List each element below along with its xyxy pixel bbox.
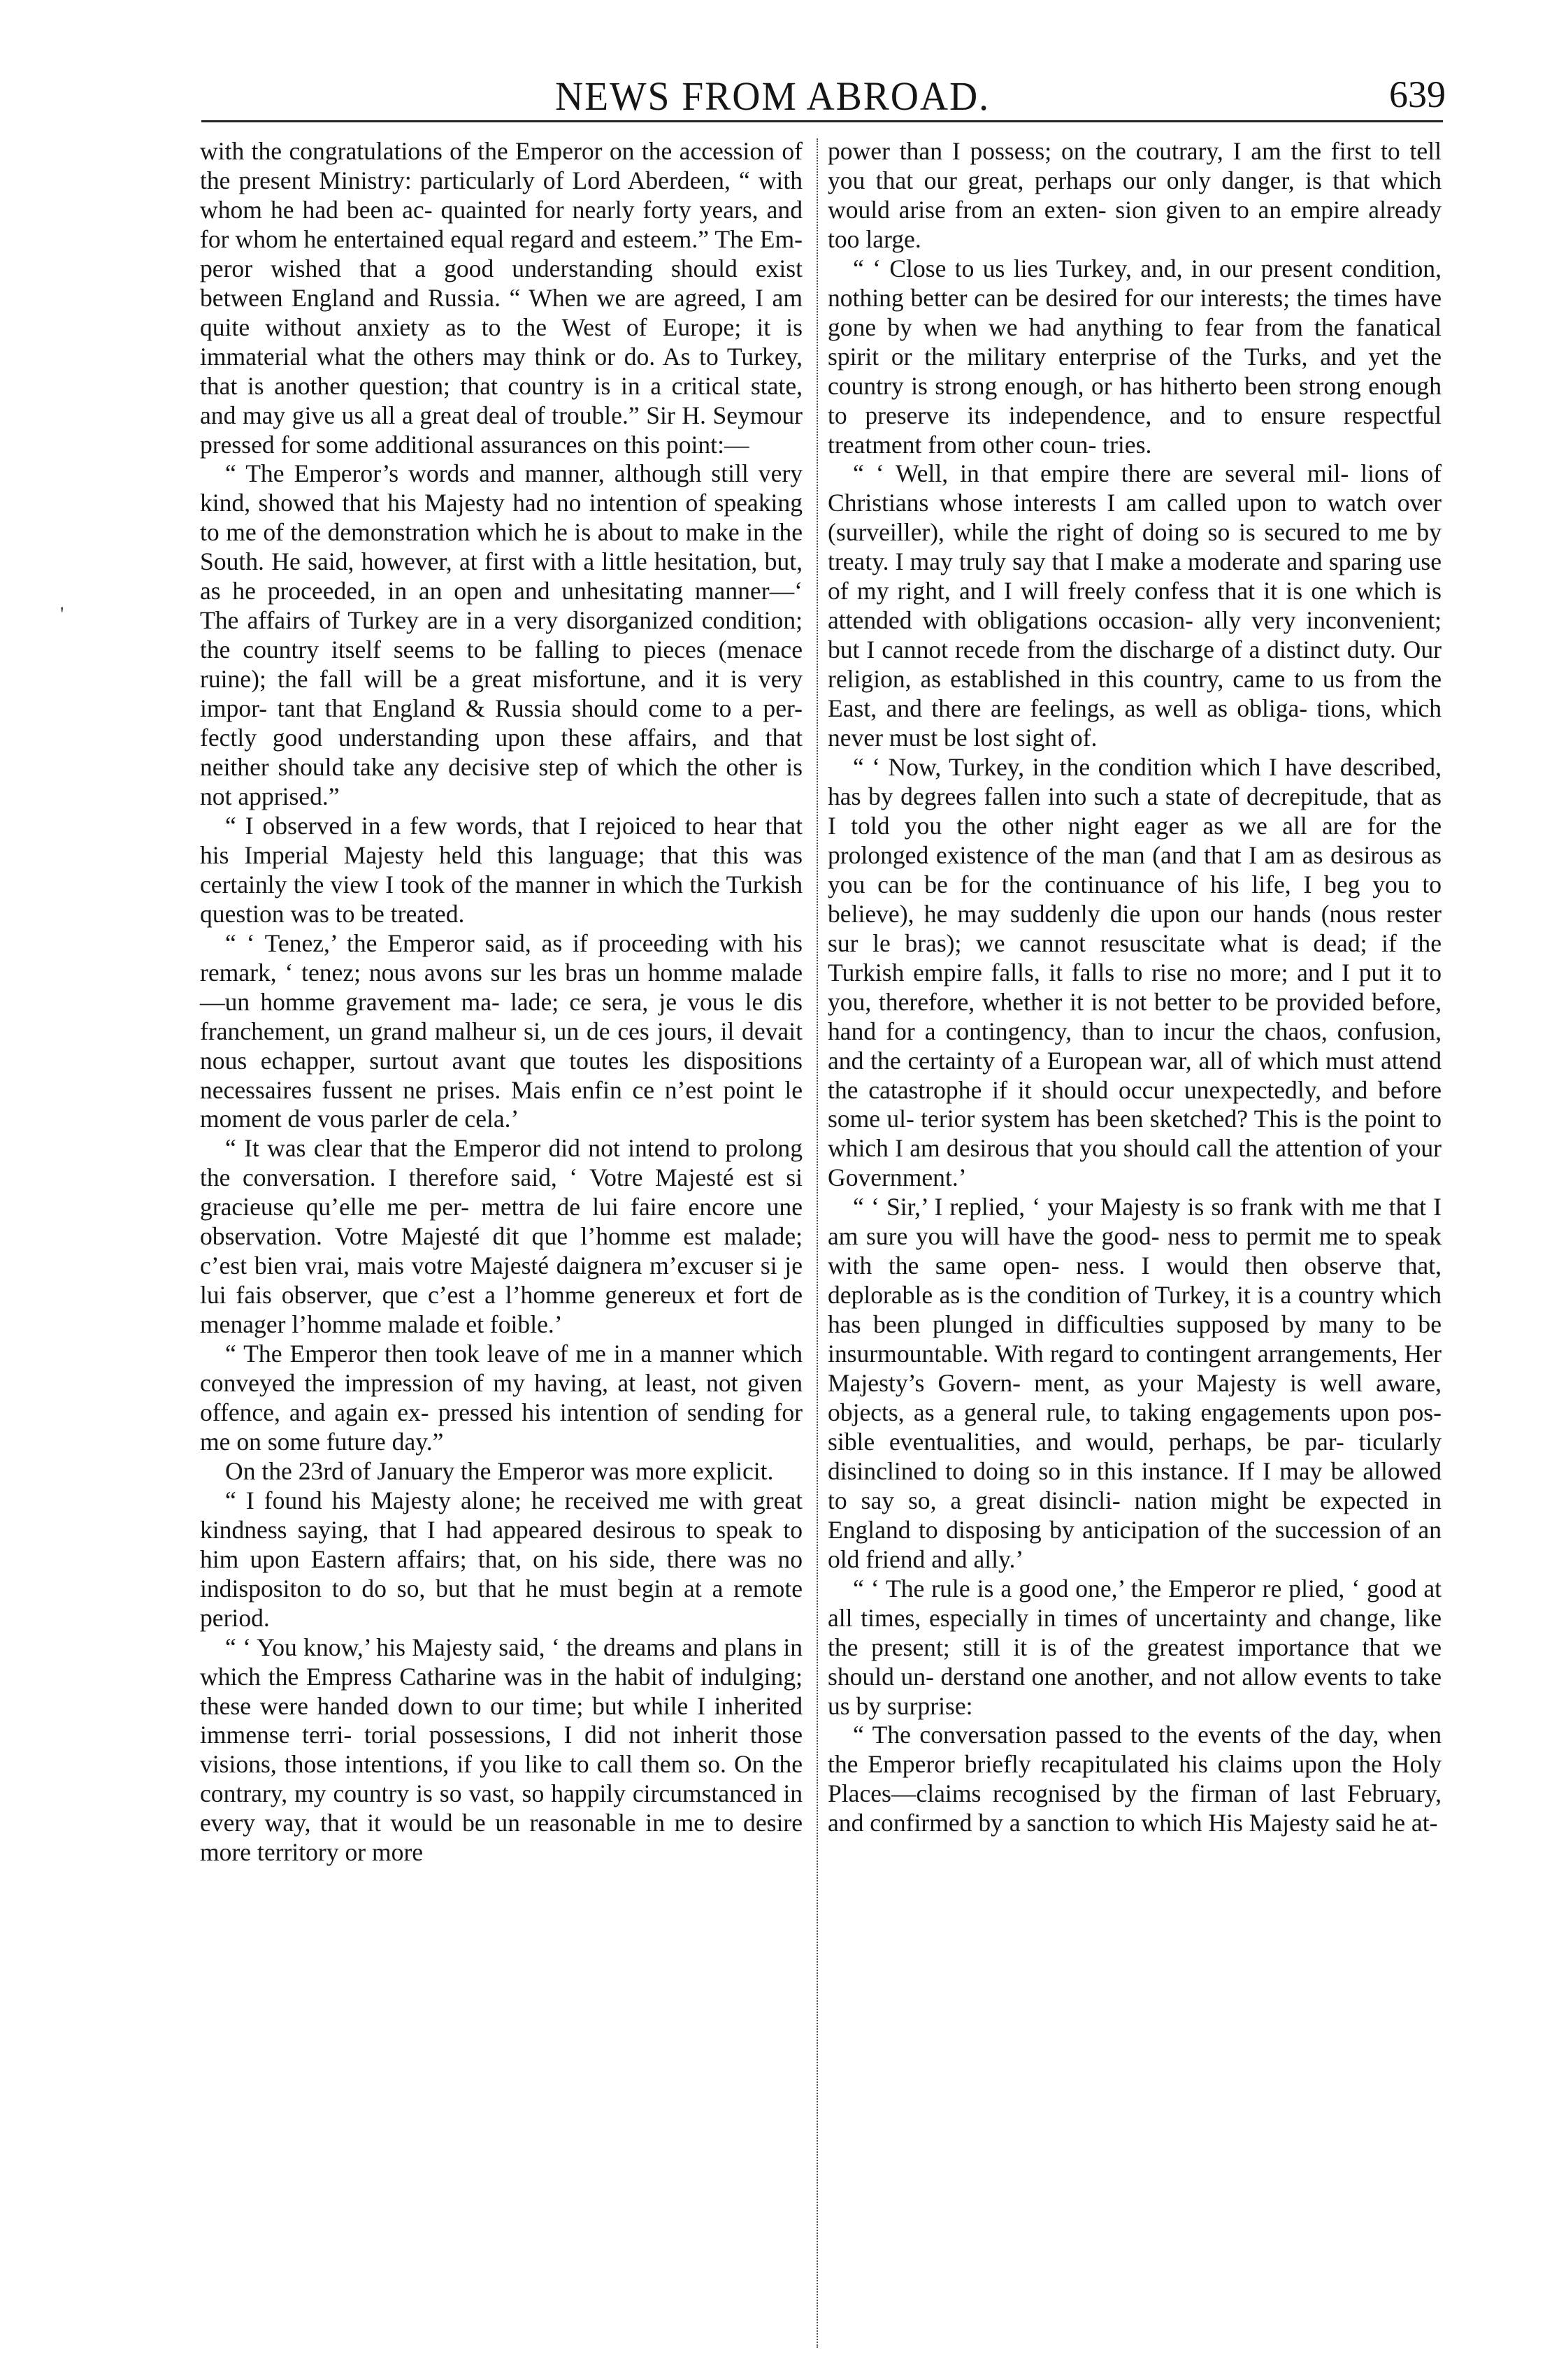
paragraph: “ ‘ Now, Turkey, in the condition which I have described, has by degrees fallen into such a state of decrepitude, that as I told you the other night eager as we all are for the prolonged existence of the man (and that I am as desirous as you can be for the continuance of his life, I beg you to believe), he may suddenly die upon our hands (nous rester sur le bras); we cannot resuscitate what is dead; if the Turkish empire falls, it falls to rise no more; and I put it to you, therefore, whether it is not better to be provided before, hand for a contingency, than to incur the chaos, confusion, and the certainty of a European war, all of which must attend the catastrophe if it should occur unexpectedly, and before some ul- terior system has been sketched? This is the point to which I am desirous that you should call the attention of your Government.’ xyxy=(828,753,1442,1192)
page-number: 639 xyxy=(1389,73,1446,115)
paragraph: “ ‘ Close to us lies Turkey, and, in our present condition, nothing better can be desired for our interests; the times have gone by when we had anything to fear from the fanatical spirit or the military enterprise of the Turks, and yet the country is strong enough, or has hitherto been strong enough to preserve its independence, and to ensure respectful treatment from other coun- tries. xyxy=(828,254,1442,459)
paragraph: “ ‘ Tenez,’ the Emperor said, as if proceeding with his remark, ‘ tenez; nous avons sur les bras un homme malade—un homme gravement ma- lade; ce sera, je vous le dis franchement, un grand malheur si, un de ces jours, il devait nous echapper, surtout avant que toutes les dispositions necessaires fussent ne prises. Mais enfin ce n’est point le moment de vous parler de cela.’ xyxy=(200,929,803,1133)
header-rule xyxy=(201,120,1443,122)
running-title: NEWS FROM ABROAD. xyxy=(554,73,991,119)
running-head xyxy=(0,73,1545,122)
paragraph: power than I possess; on the coutrary, I am the first to tell you that our great, perhaps our only danger, is that which would arise from an exten- sion given to an empire already too large. xyxy=(828,137,1442,253)
paragraph: “ ‘ The rule is a good one,’ the Emperor re plied, ‘ good at all times, especially in times of uncertainty and change, like the present; still it is of the greatest importance that we should un- derstand one another, and not allow events to take us by surprise: xyxy=(828,1574,1442,1720)
paragraph: “ The Emperor’s words and manner, although still very kind, showed that his Majesty had no intention of speaking to me of the demonstration which he is about to make in the South. He said, however, at first with a little hesitation, but, as he proceeded, in an open and unhesitating manner—‘ The affairs of Turkey are in a very disorganized condition; the country itself seems to be falling to pieces (menace ruine); the fall will be a great misfortune, and it is very impor- tant that England & Russia should come to a per- fectly good understanding upon these affairs, and that neither should take any decisive step of which the other is not apprised.” xyxy=(200,459,803,810)
paragraph: “ ‘ Well, in that empire there are several mil- lions of Christians whose interests I am called upon to watch over (surveiller), while the right of doing so is secured to me by treaty. I may truly say that I make a moderate and sparing use of my right, and I will freely confess that it is one which is attended with obligations occasion- ally very inconvenient; but I cannot recede from the discharge of a distinct duty. Our religion, as established in this country, came to us from the East, and there are feelings, as well as obliga- tions, which never must be lost sight of. xyxy=(828,459,1442,752)
paragraph: “ I observed in a few words, that I rejoiced to hear that his Imperial Majesty held this language; that this was certainly the view I took of the manner in which the Turkish question was to be treated. xyxy=(200,811,803,928)
margin-mark: ' xyxy=(60,603,64,626)
paragraph: “ The Emperor then took leave of me in a manner which conveyed the impression of my having, at least, not given offence, and again ex- pressed his intention of sending for me on some future day.” xyxy=(200,1340,803,1456)
right-column xyxy=(828,137,1442,1838)
paragraph: “ ‘ You know,’ his Majesty said, ‘ the dreams and plans in which the Empress Catharine was in the habit of indulging; these were handed down to our time; but while I inherited immense terri- torial possessions, I did not inherit those visions, those intentions, if you like to call them so. On the contrary, my country is so vast, so happily circumstanced in every way, that it would be un reasonable in me to desire more territory or more xyxy=(200,1633,803,1867)
paragraph: “ ‘ Sir,’ I replied, ‘ your Majesty is so frank with me that I am sure you will have the good- ness to permit me to speak with the same open- ness. I would then observe that, deplorable as is the condition of Turkey, it is a country which has been plunged in difficulties supposed by many to be insurmountable. With regard to contingent arrangements, Her Majesty’s Govern- ment, as your Majesty is well aware, objects, as a general rule, to taking engagements upon pos- sible eventualities, and would, perhaps, be par- ticularly disinclined to doing so in this instance. If I may be allowed to say so, a great disincli- nation might be expected in England to disposing by anticipation of the succession of an old friend and ally.’ xyxy=(828,1193,1442,1573)
paragraph: with the congratulations of the Emperor on the accession of the present Ministry: particularly of Lord Aberdeen, “ with whom he had been ac- quainted for nearly forty years, and for whom he entertained equal regard and esteem.” The Em- peror wished that a good understanding should exist between England and Russia. “ When we are agreed, I am quite without anxiety as to the West of Europe; it is immaterial what the others may think or do. As to Turkey, that is another question; that country is in a critical state, and may give us all a great deal of trouble.” Sir H. Seymour pressed for some additional assurances on this point:— xyxy=(200,137,803,459)
left-column xyxy=(200,137,803,1868)
column-divider xyxy=(817,138,818,2348)
paragraph: “ I found his Majesty alone; he received me with great kindness saying, that I had appeared desirous to speak to him upon Eastern affairs; that, on his side, there was no indispositon to do so, but that he must begin at a remote period. xyxy=(200,1486,803,1632)
paragraph: On the 23rd of January the Emperor was more explicit. xyxy=(225,1456,774,1485)
paragraph: “ The conversation passed to the events of the day, when the Emperor briefly recapitulated his claims upon the Holy Places—claims recognised by the firman of last February, and confirmed by a sanction to which His Majesty said he at- xyxy=(828,1721,1442,1837)
paragraph: “ It was clear that the Emperor did not intend to prolong the conversation. I therefore said, ‘ Votre Majesté est si gracieuse qu’elle me per- mettra de lui faire encore une observation. Votre Majesté dit que l’homme est malade; c’est bien vrai, mais votre Majesté daignera m’excuser si je lui fais observer, que c’est a l’homme genereux et fort de menager l’homme malade et foible.’ xyxy=(200,1134,803,1339)
